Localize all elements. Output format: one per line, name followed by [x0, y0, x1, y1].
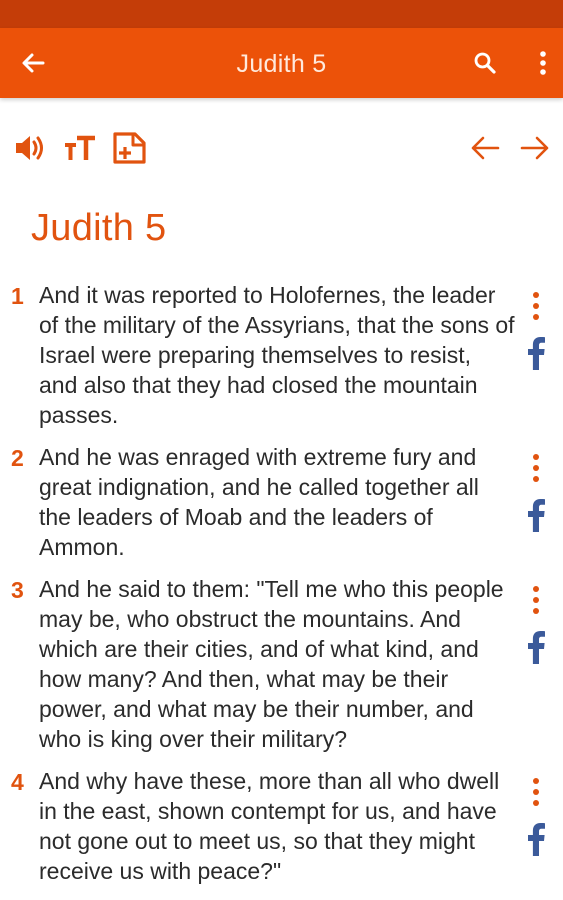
verse-menu-button[interactable]	[522, 774, 550, 810]
verse-actions	[522, 774, 550, 858]
text-size-icon	[63, 134, 97, 162]
verse-actions	[522, 450, 550, 534]
verse-number: 1	[11, 283, 24, 309]
facebook-icon	[527, 498, 545, 532]
chapter-heading: Judith 5	[31, 207, 167, 249]
more-vert-icon	[532, 291, 540, 321]
verse-menu-button[interactable]	[522, 450, 550, 486]
share-facebook-button[interactable]	[522, 496, 550, 534]
verse-number: 2	[11, 445, 24, 471]
verse-actions	[522, 288, 550, 372]
verse-text[interactable]: And he was enraged with extreme fury and great indignation, and he called together all the leaders of Moab and the leaders of Ammon.	[39, 444, 479, 560]
verse-item	[0, 574, 563, 754]
verse-menu-button[interactable]	[522, 582, 550, 618]
share-facebook-button[interactable]	[522, 334, 550, 372]
facebook-icon	[527, 822, 545, 856]
share-facebook-button[interactable]	[522, 820, 550, 858]
more-vert-icon	[532, 453, 540, 483]
read-aloud-button[interactable]	[10, 126, 50, 170]
page-title: Judith 5	[236, 50, 327, 78]
verse-text[interactable]: And why have these, more than all who dwell in the east, shown contempt for us, and have not gone out to meet us, so that they might receive us with peace?"	[39, 768, 500, 884]
search-button[interactable]	[468, 48, 502, 78]
verse-item	[0, 280, 563, 430]
text-size-button[interactable]	[60, 126, 100, 170]
facebook-icon	[527, 336, 545, 370]
reading-toolbar	[0, 126, 563, 170]
verse-text[interactable]: And he said to them: "Tell me who this people may be, who obstruct the mountains. And which are their cities, and of what kind, and how many? And then, what may be their power, and what may be their number, and who is king over their military?	[39, 576, 504, 752]
verse-text[interactable]: And it was reported to Holofernes, the leader of the military of the Assyrians, that the sons of Israel were preparing themselves to resist, and also that they had closed the mountain passes.	[39, 282, 515, 428]
more-vert-icon	[532, 777, 540, 807]
verse-list	[0, 280, 563, 898]
add-note-icon	[111, 131, 147, 165]
verse-number: 3	[11, 577, 24, 603]
previous-chapter-button[interactable]	[465, 126, 505, 170]
app-bar	[0, 28, 563, 98]
verse-number: 4	[11, 769, 24, 795]
facebook-icon	[527, 630, 545, 664]
more-vert-icon	[539, 50, 547, 76]
share-facebook-button[interactable]	[522, 628, 550, 666]
arrow-left-icon	[470, 135, 500, 161]
verse-menu-button[interactable]	[522, 288, 550, 324]
verse-actions	[522, 582, 550, 666]
add-note-button[interactable]	[108, 126, 150, 170]
more-vert-icon	[532, 585, 540, 615]
next-chapter-button[interactable]	[515, 126, 555, 170]
arrow-right-icon	[520, 135, 550, 161]
speaker-icon	[13, 133, 47, 163]
overflow-menu-button[interactable]	[530, 46, 556, 80]
status-bar	[0, 0, 563, 28]
verse-item	[0, 442, 563, 562]
search-icon	[473, 51, 497, 75]
verse-item	[0, 766, 563, 886]
